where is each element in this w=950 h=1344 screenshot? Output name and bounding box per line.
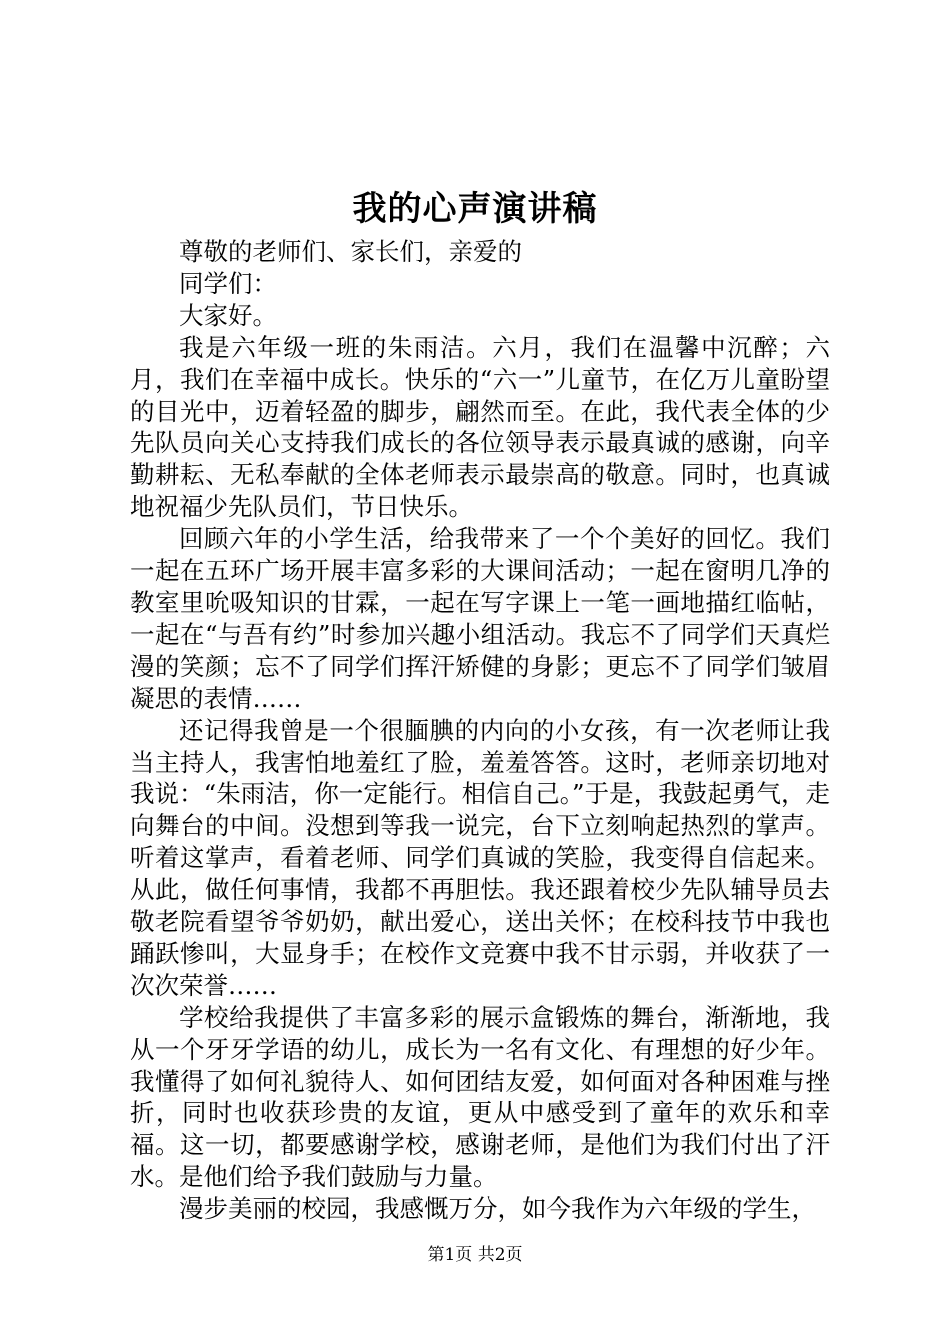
paragraph-intro: 我是六年级一班的朱雨洁。六月，我们在温馨中沉醉；六月，我们在幸福中成长。快乐的“六一”儿童节，在亿万儿童盼望的目光中，迈着轻盈的脚步，翩然而至。在此，我代表全体的少先队员向关心支持我们成长的各位领导表示最真诚的感谢，向辛勤耕耘、无私奉献的全体老师表示最崇高的敬意。同时，也真诚地祝福少先队员们，节日快乐。 bbox=[130, 332, 830, 522]
paragraph-greeting: 大家好。 bbox=[179, 300, 277, 330]
paragraph-gratitude: 学校给我提供了丰富多彩的展示盒锻炼的舞台，渐渐地，我从一个牙牙学语的幼儿，成长为一名有文化、有理想的好少年。我懂得了如何礼貌待人、如何团结友爱，如何面对各种困难与挫折，同时也收获珍贵的友谊，更从中感受到了童年的欢乐和幸福。这一切，都要感谢学校，感谢老师，是他们为我们付出了汗水。是他们给予我们鼓励与力量。 bbox=[130, 1002, 830, 1192]
paragraph-memories: 回顾六年的小学生活，给我带来了一个个美好的回忆。我们一起在五环广场开展丰富多彩的大课间活动；一起在窗明几净的教室里吮吸知识的甘霖，一起在写字课上一笔一画地描红临帖，一起在“与吾有约”时参加兴趣小组活动。我忘不了同学们天真烂漫的笑颜；忘不了同学们挥汗矫健的身影；更忘不了同学们皱眉凝思的表情…… bbox=[130, 524, 830, 713]
page-footer: 第1页 共2页 bbox=[427, 1245, 523, 1265]
paragraph-confidence: 还记得我曾是一个很腼腆的内向的小女孩，有一次老师让我当主持人，我害怕地羞红了脸，羞羞答答。这时，老师亲切地对我说：“朱雨洁，你一定能行。相信自己。”于是，我鼓起勇气，走向舞台的中间。没想到等我一说完，台下立刻响起热烈的掌声。听着这掌声，看着老师、同学们真诚的笑脸，我变得自信起来。从此，做任何事情，我都不再胆怯。我还跟着校少先队辅导员去敬老院看望爷爷奶奶，献出爱心，送出关怀；在校科技节中我也踊跃惨叫，大显身手；在校作文竞赛中我不甘示弱，并收获了一次次荣誉…… bbox=[130, 715, 830, 1000]
document-title: 我的心声演讲稿 bbox=[352, 189, 598, 229]
paragraph-salutation: 尊敬的老师们、家长们，亲爱的 bbox=[179, 237, 522, 266]
document-body bbox=[130, 236, 830, 1225]
paragraph-closing: 漫步美丽的校园，我感慨万分，如今我作为六年级的学生， bbox=[179, 1194, 816, 1224]
paragraph-salutation-cont: 同学们： bbox=[179, 268, 277, 298]
